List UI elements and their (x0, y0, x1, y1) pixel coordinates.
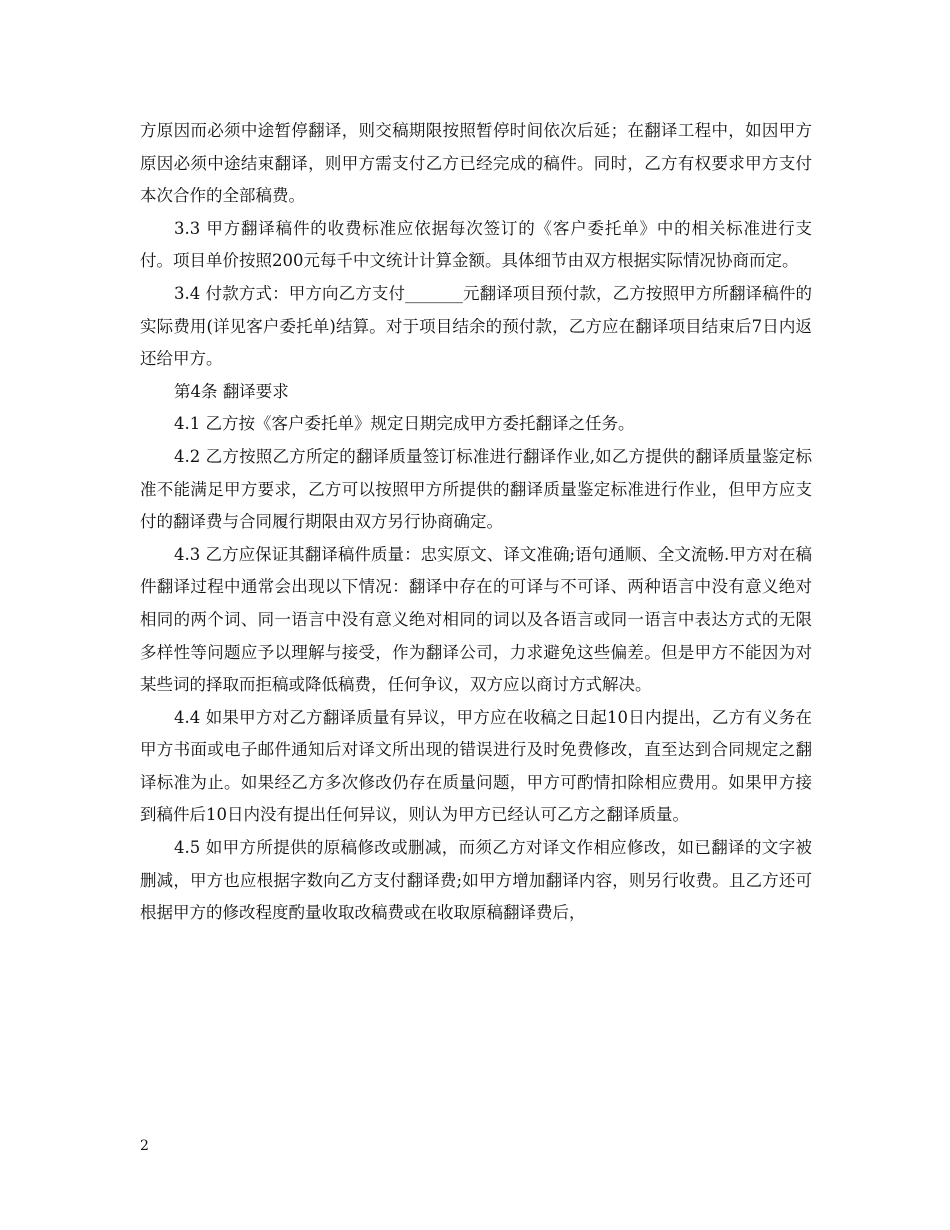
paragraph-clause-4-1: 4.1 乙方按《客户委托单》规定日期完成甲方委托翻译之任务。 (174, 414, 635, 434)
section-heading-article-4: 第4条 翻译要求 (174, 381, 289, 401)
paragraph-clause-3-4: 3.4 付款方式：甲方向乙方支付_______元翻译项目预付款，乙方按照甲方所翻译稿件的实际费用(详见客户委托单)结算。对于项目结余的预付款，乙方应在翻译项目结束后7日内返还给甲方。 (140, 283, 812, 369)
paragraph-clause-4-5: 4.5 如甲方所提供的原稿修改或删减，而须乙方对译文作相应修改，如已翻译的文字被删减，甲方也应根据字数向乙方支付翻译费;如甲方增加翻译内容，则另行收费。且乙方还可根据甲方的修改程度酌量收取改稿费或在收取原稿翻译费后， (140, 838, 812, 923)
paragraph-clause-4-2: 4.2 乙方按照乙方所定的翻译质量签订标准进行翻译作业,如乙方提供的翻译质量鉴定标准不能满足甲方要求，乙方可以按照甲方所提供的翻译质量鉴定标准进行作业，但甲方应支付的翻译费与合同履行期限由双方另行协商确定。 (140, 446, 812, 532)
document-body (140, 115, 812, 930)
page-number: 2 (140, 1138, 149, 1154)
paragraph-continuation: 方原因而必须中途暂停翻译，则交稿期限按照暂停时间依次后延；在翻译工程中，如因甲方原因必须中途结束翻译，则甲方需支付乙方已经完成的稿件。同时，乙方有权要求甲方支付本次合作的全部稿费。 (140, 121, 812, 206)
paragraph-clause-3-3: 3.3 甲方翻译稿件的收费标准应依据每次签订的《客户委托单》中的相关标准进行支付。项目单价按照200元每千中文统计计算金额。具体细节由双方根据实际情况协商而定。 (140, 218, 812, 271)
paragraph-clause-4-3: 4.3 乙方应保证其翻译稿件质量：忠实原文、译文准确;语句通顺、全文流畅.甲方对在稿件翻译过程中通常会出现以下情况：翻译中存在的可译与不可译、两种语言中没有意义绝对相同的两个词、同一语言中没有意义绝对相同的词以及各语言或同一语言中表达方式的无限多样性等问题应予以理解与接受，作为翻译公司，力求避免这些偏差。但是甲方不能因为对某些词的择取而拒稿或降低稿费，任何争议，双方应以商讨方式解决。 (140, 544, 812, 695)
paragraph-clause-4-4: 4.4 如果甲方对乙方翻译质量有异议，甲方应在收稿之日起10日内提出，乙方有义务在甲方书面或电子邮件通知后对译文所出现的错误进行及时免费修改，直至达到合同规定之翻译标准为止。如果经乙方多次修改仍存在质量问题，甲方可酌情扣除相应费用。如果甲方接到稿件后10日内没有提出任何异议，则认为甲方已经认可乙方之翻译质量。 (140, 707, 812, 825)
